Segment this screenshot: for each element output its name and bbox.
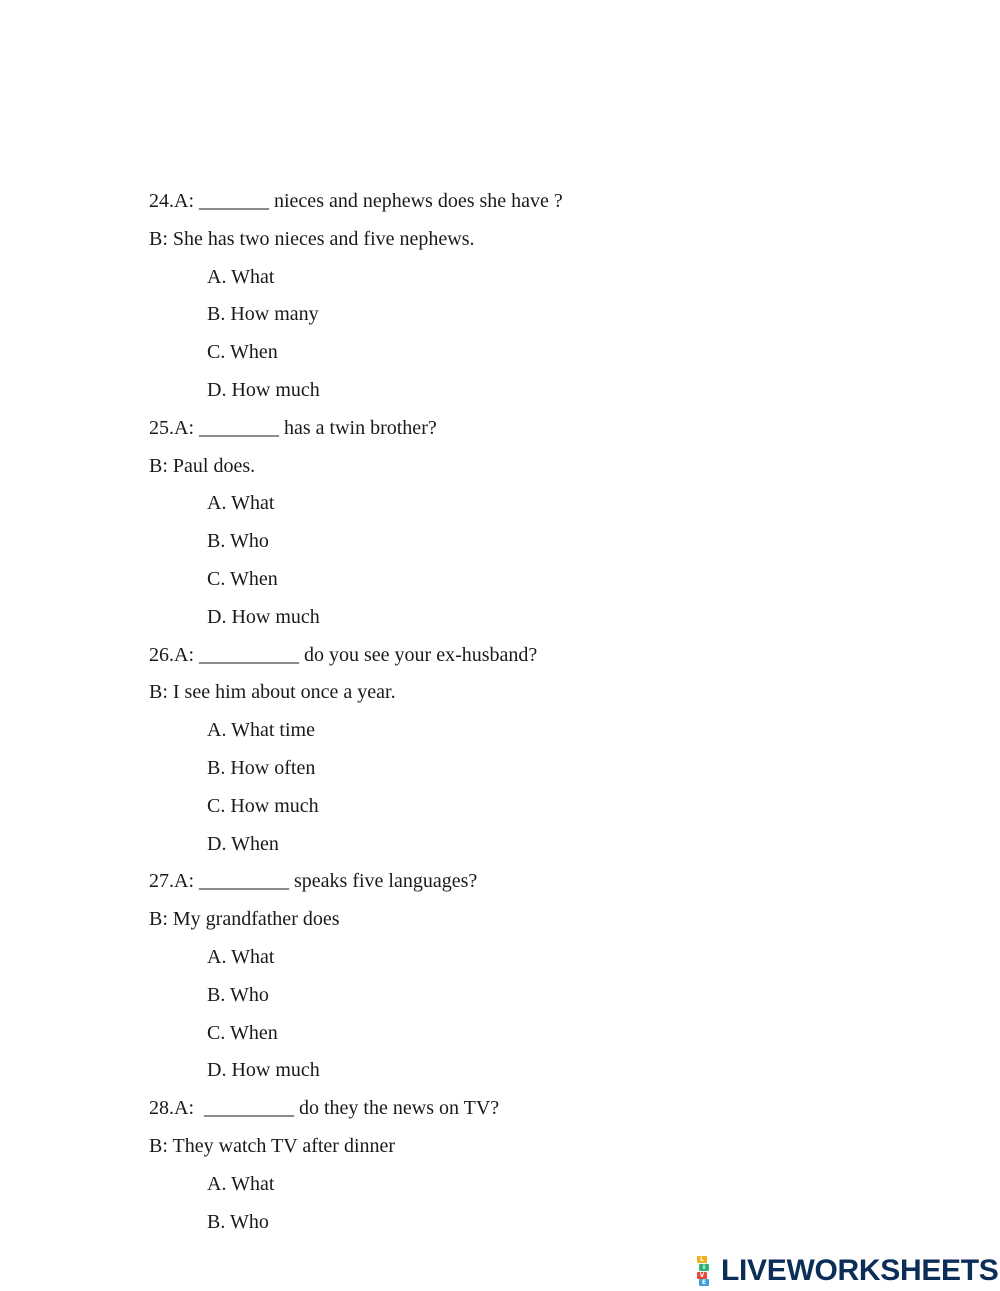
option-c[interactable]: C. When — [207, 341, 278, 364]
question-prompt: 28.A: _________ do they the news on TV? — [149, 1097, 500, 1120]
question-26 — [149, 637, 909, 864]
question-28 — [149, 1090, 909, 1241]
option-a[interactable]: A. What — [207, 1172, 275, 1195]
question-response: B: Paul does. — [149, 454, 256, 477]
question-prompt: 24.A: _______ nieces and nephews does she have ? — [149, 190, 563, 212]
question-24 — [149, 183, 909, 410]
option-d[interactable]: D. How much — [207, 605, 320, 628]
logo-tile-i: I — [699, 1264, 709, 1271]
logo-tile-l: L — [697, 1256, 707, 1263]
option-b[interactable]: B. How many — [207, 303, 319, 326]
option-b[interactable]: B. Who — [207, 530, 269, 553]
option-d[interactable]: D. How much — [207, 378, 320, 401]
worksheet — [149, 183, 909, 1241]
option-b[interactable]: B. Who — [207, 1210, 269, 1233]
question-response: B: My grandfather does — [149, 908, 340, 931]
option-c[interactable]: C. When — [207, 1021, 278, 1044]
option-d[interactable]: D. When — [207, 832, 279, 855]
option-a[interactable]: A. What — [207, 945, 275, 968]
option-c[interactable]: C. How much — [207, 794, 319, 817]
option-a[interactable]: A. What — [207, 492, 275, 515]
option-b[interactable]: B. Who — [207, 983, 269, 1006]
question-prompt: 25.A: ________ has a twin brother? — [149, 416, 437, 439]
question-27 — [149, 863, 909, 1090]
option-d[interactable]: D. How much — [207, 1059, 320, 1082]
question-25 — [149, 410, 909, 637]
question-response: B: She has two nieces and five nephews. — [149, 227, 475, 250]
liveworksheets-brand — [697, 1254, 999, 1288]
liveworksheets-logo-text: LIVEWORKSHEETS — [721, 1254, 999, 1287]
logo-tile-v: V — [697, 1272, 707, 1279]
option-a[interactable]: A. What — [207, 265, 275, 288]
option-b[interactable]: B. How often — [207, 756, 316, 779]
liveworksheets-logo-icon — [697, 1256, 719, 1286]
option-a[interactable]: A. What time — [207, 719, 315, 742]
question-prompt: 27.A: _________ speaks five languages? — [149, 870, 478, 893]
question-response: B: They watch TV after dinner — [149, 1134, 396, 1157]
question-response: B: I see him about once a year. — [149, 681, 396, 704]
option-c[interactable]: C. When — [207, 567, 278, 590]
question-prompt: 26.A: __________ do you see your ex-husband? — [149, 643, 538, 666]
logo-tile-e: E — [699, 1279, 709, 1286]
